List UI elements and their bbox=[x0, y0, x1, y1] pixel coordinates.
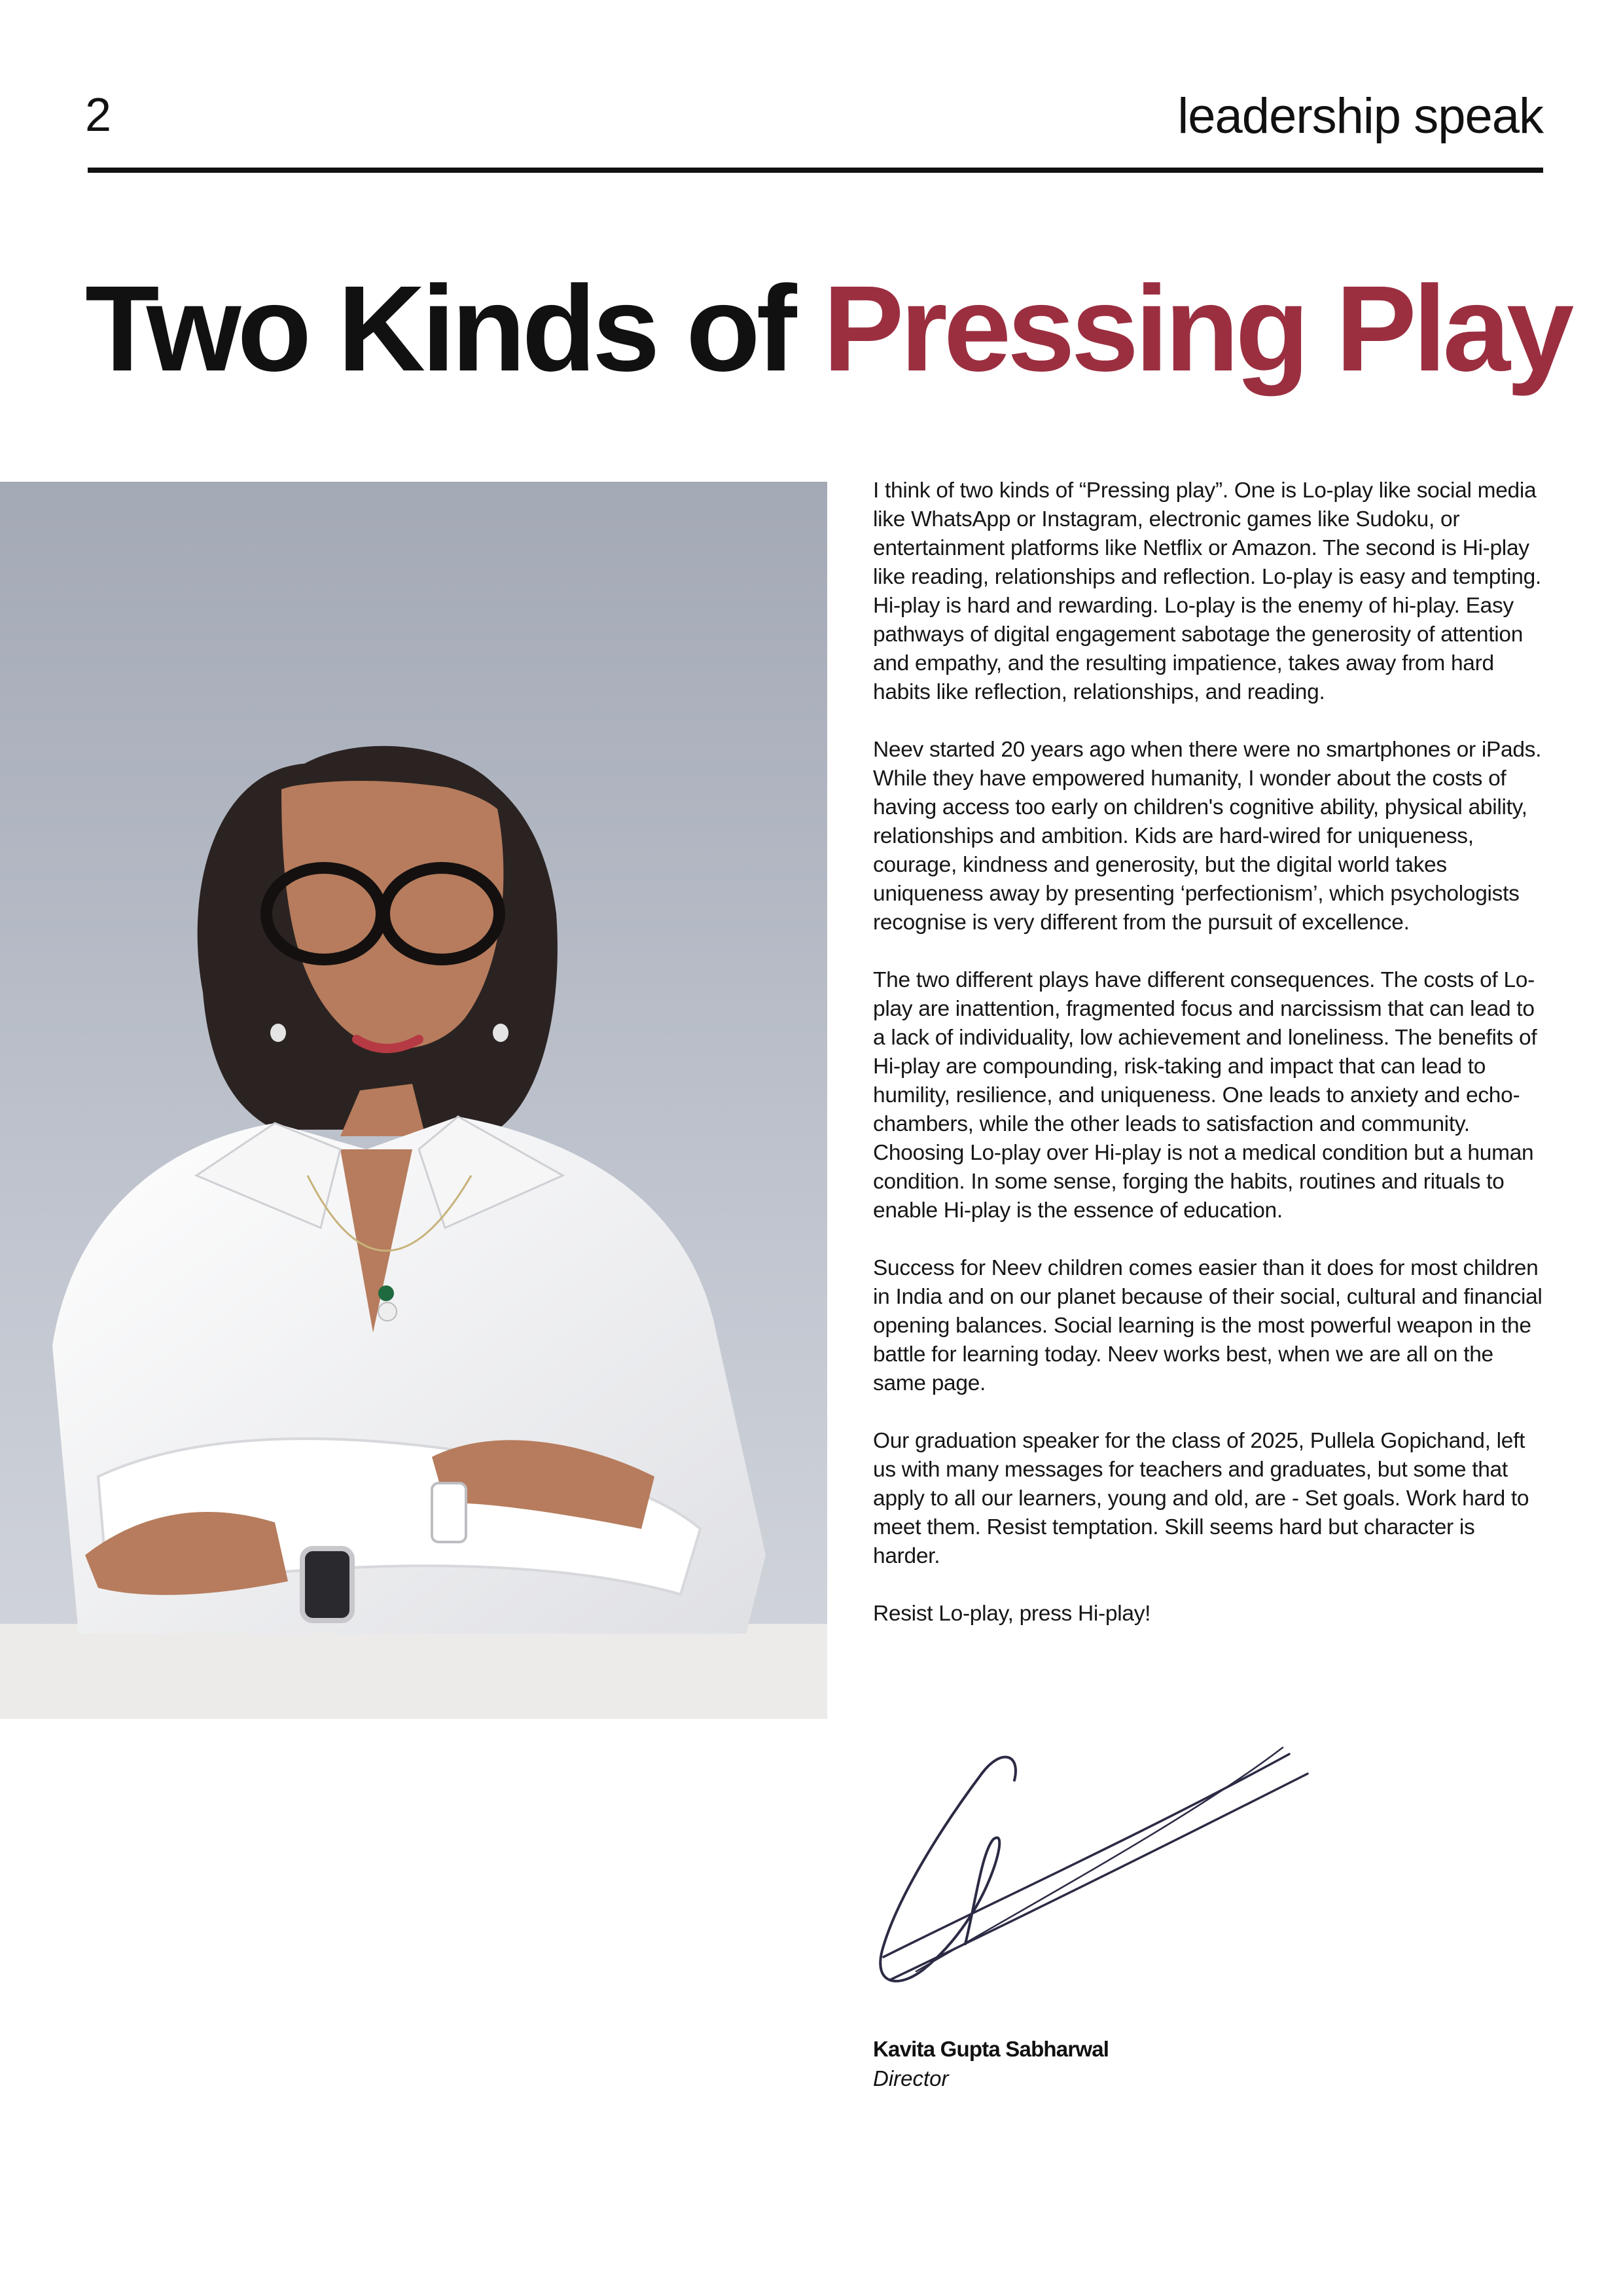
signer-name: Kavita Gupta Sabharwal bbox=[873, 2037, 1109, 2061]
paragraph: I think of two kinds of “Pressing play”. One is Lo-play like social media like WhatsApp or Instagram, electronic games like Sudoku, or entertainment platforms like Netflix or Amazon. The second is Hi-play like reading, relationships and reflection. Lo-play is easy and tempting. Hi-play is hard and rewarding. Lo-play is the enemy of hi-play. Easy pathways of digital engagement sabotage the generosity of attention and empathy, and the resulting impatience, takes away from hard habits like reflection, relationships, and reading. bbox=[873, 478, 1541, 704]
section-label: leadership speak bbox=[1177, 88, 1543, 144]
paragraph: Our graduation speaker for the class of 2025, Pullela Gopichand, left us with many messages for teachers and graduates, but some that apply to all our learners, young and old, are - Set goals. Work hard to meet them. Resist temptation. Skill seems hard but character is harder. bbox=[873, 1429, 1529, 1568]
page-number: 2 bbox=[85, 89, 112, 141]
headline-main: Two Kinds of bbox=[85, 261, 823, 397]
signer-title: Director bbox=[873, 2066, 949, 2090]
headline-accent: Pressing Play bbox=[823, 261, 1571, 397]
paragraph: Neev started 20 years ago when there were no smartphones or iPads. While they have empowered humanity, I wonder about the costs of having access too early on children's cognitive ability, physical ability, relationships and ambition. Kids are hard-wired for uniqueness, courage, kindness and generosity, but the digital world takes uniqueness away by presenting ‘perfectionism’, which psychologists recognise is very different from the pursuit of excellence. bbox=[873, 738, 1542, 935]
headline bbox=[85, 261, 1571, 397]
closing-line: Resist Lo-play, press Hi-play! bbox=[873, 1602, 1151, 1626]
paragraph: The two different plays have different consequences. The costs of Lo-play are inattention, fragmented focus and narcissism that can lead to a lack of individuality, low achievement and loneliness. The benefits of Hi-play are compounding, risk-taking and impact that can lead to humility, resilience, and uniqueness. One leads to anxiety and echo-chambers, while the other leads to satisfaction and community. Choosing Lo-play over Hi-play is not a medical condition but a human condition. In some sense, forging the habits, routines and rituals to enable Hi-play is the essence of education. bbox=[873, 968, 1537, 1223]
paragraph: Success for Neev children comes easier than it does for most children in India and on our planet because of their social, cultural and financial opening balances. Social learning is the most powerful weapon in the battle for learning today. Neev works best, when we are all on the same page. bbox=[873, 1256, 1543, 1395]
portrait-photo bbox=[0, 482, 827, 1719]
header-rule bbox=[88, 168, 1543, 173]
article-body bbox=[873, 476, 1547, 1657]
signature-image bbox=[870, 1728, 1329, 2003]
